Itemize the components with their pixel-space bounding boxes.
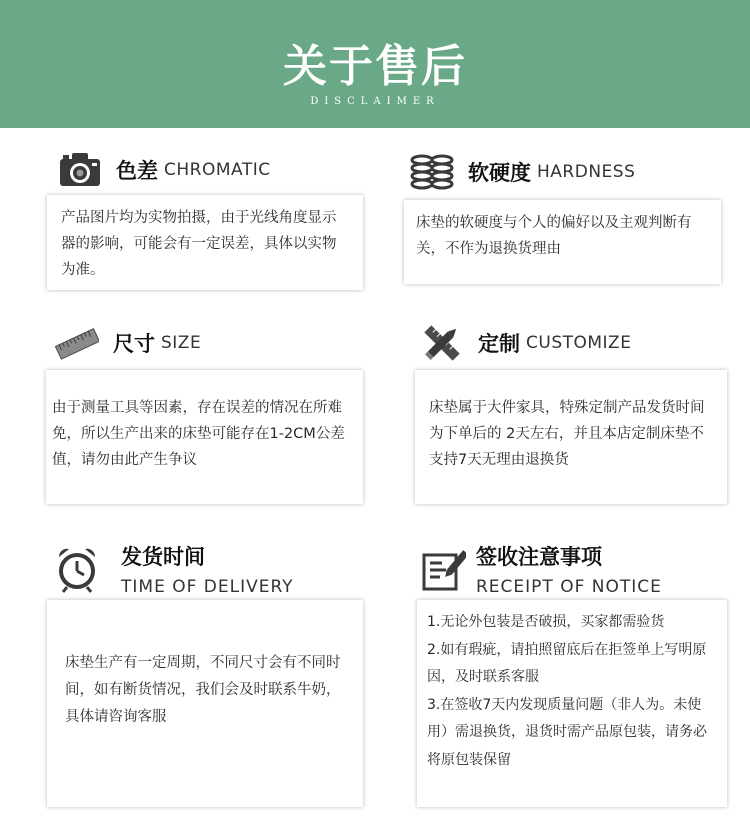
header-banner: [0, 0, 750, 128]
section-title-zh: 软硬度: [468, 161, 531, 185]
section-title-en: CHROMATIC: [164, 160, 271, 180]
camera-icon: [58, 150, 102, 190]
page-title: 关于售后: [283, 41, 467, 92]
size-text: 由于测量工具等因素，存在误差的情况在所难免，所以生产出来的床垫可能存在1-2CM公差值，请勿由此产生争议: [52, 400, 345, 468]
delivery-text-box: [47, 600, 363, 807]
hardness-text: 床垫的软硬度与个人的偏好以及主观判断有关，不作为退换货理由: [416, 215, 692, 257]
delivery-text: 床垫生产有一定周期，不同尺寸会有不同时间，如有断货情况，我们会及时联系牛奶，具体请咨询客服: [65, 655, 341, 725]
section-title-zh: 定制: [478, 332, 520, 356]
section-delivery-header: [55, 541, 294, 597]
section-title-zh: 尺寸: [113, 332, 155, 356]
section-title-zh: 发货时间: [121, 545, 205, 569]
alarm-clock-icon: [55, 545, 99, 593]
section-size-header: [55, 323, 201, 363]
section-title-en: RECEIPT OF NOTICE: [476, 577, 662, 597]
section-title-en: TIME OF DELIVERY: [121, 577, 294, 597]
customize-text-box: [415, 370, 727, 504]
hardness-text-box: [404, 200, 721, 284]
section-chromatic-header: [58, 150, 271, 190]
receipt-item: 3.在签收7天内发现质量问题（非人为。未使用）需退换货，退货时需产品原包装，请务必将原包装保留: [427, 696, 707, 768]
chromatic-text: 产品图片均为实物拍摄，由于光线角度显示器的影响，可能会有一定误差，具体以实物为准。: [61, 210, 337, 278]
section-title-en: CUSTOMIZE: [526, 333, 632, 353]
page-subtitle: DISCLAIMER: [310, 96, 440, 107]
section-title-en: HARDNESS: [537, 162, 636, 182]
receipt-text-box: [417, 600, 727, 807]
receipt-item: 2.如有瑕疵，请拍照留底后在拒签单上写明原因，及时联系客服: [427, 641, 707, 685]
customize-text: 床垫属于大件家具，特殊定制产品发货时间为下单后的 2天左右，并且本店定制床垫不支持7天无理由退换货: [429, 400, 705, 468]
section-receipt-header: [422, 541, 662, 597]
spring-coil-icon: [410, 152, 454, 192]
receipt-form-icon: [422, 547, 466, 591]
section-hardness-header: [410, 152, 635, 192]
pencil-ruler-icon: [420, 323, 464, 363]
section-title-zh: 签收注意事项: [476, 545, 602, 569]
section-title-en: SIZE: [161, 333, 202, 353]
chromatic-text-box: [47, 195, 363, 290]
ruler-icon: [55, 323, 99, 363]
section-customize-header: [420, 323, 631, 363]
section-title-zh: 色差: [116, 159, 158, 183]
receipt-item: 1.无论外包装是否破损，买家都需验货: [427, 614, 665, 630]
size-text-box: [46, 370, 363, 504]
